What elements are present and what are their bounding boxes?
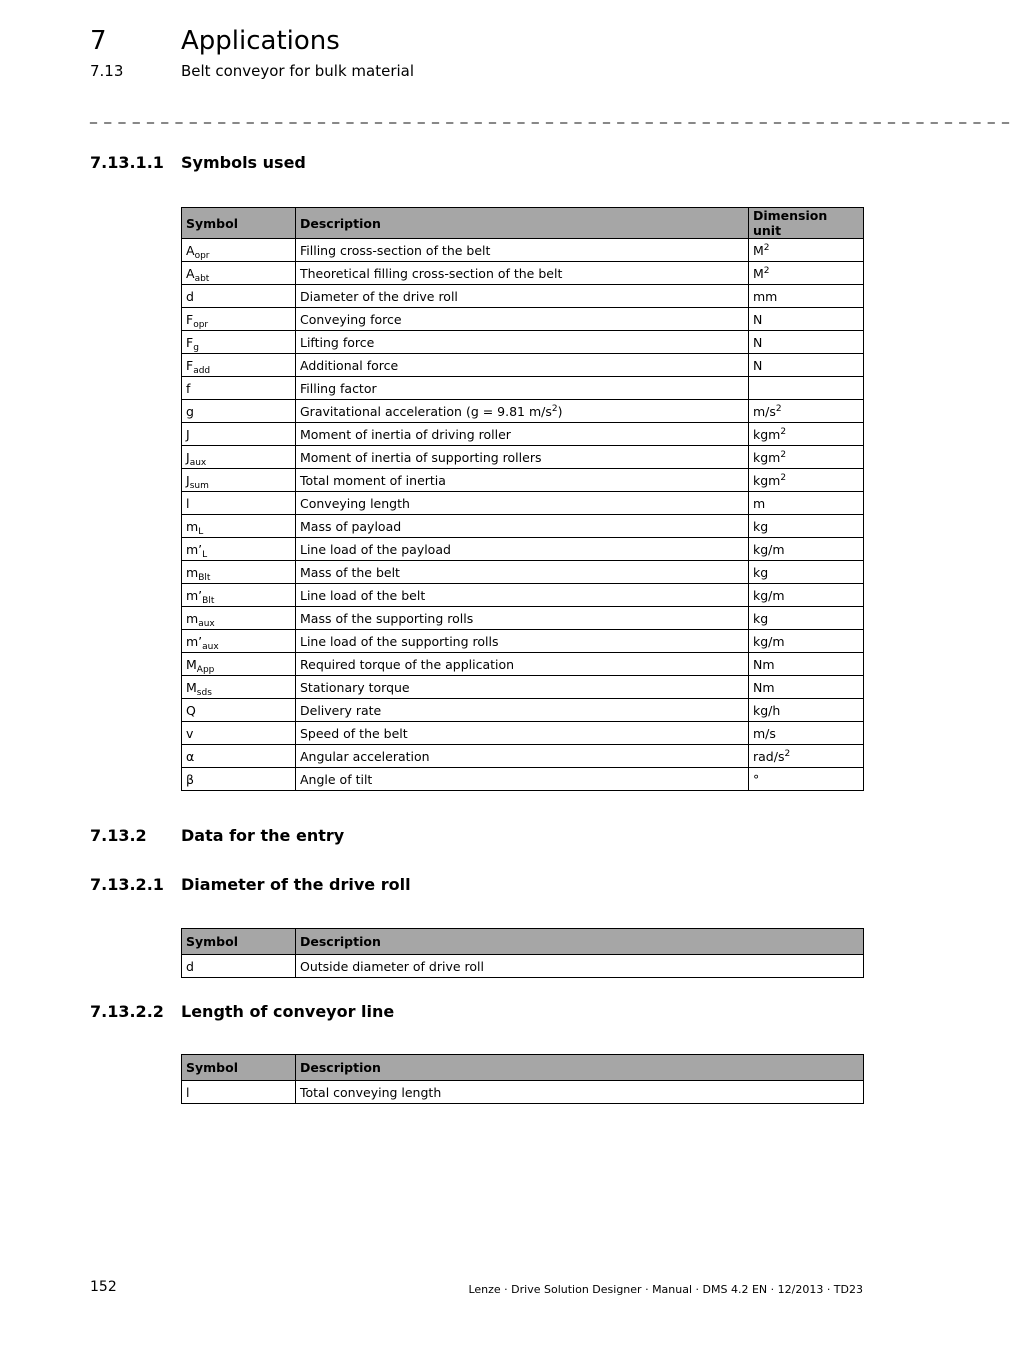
symbol-subscript: sds — [196, 687, 212, 698]
symbol-cell — [182, 262, 296, 285]
description-cell — [296, 745, 749, 768]
table-row — [182, 584, 864, 607]
description-cell — [296, 285, 749, 308]
table-row — [182, 515, 864, 538]
symbol-cell — [182, 561, 296, 584]
symbol-subscript: g — [193, 342, 199, 353]
description-cell: Total conveying length — [296, 1081, 864, 1104]
heading-symbols-used-number: 7.13.1.1 — [90, 153, 164, 172]
description-cell — [296, 469, 749, 492]
table-row — [182, 607, 864, 630]
description-text: Conveying length — [300, 495, 410, 511]
table-row — [182, 955, 864, 978]
symbol-text: β — [186, 771, 194, 787]
symbol-subscript: aux — [189, 457, 207, 468]
unit-text: kgm — [753, 472, 781, 488]
description-text: Mass of payload — [300, 518, 402, 534]
symbol-cell — [182, 492, 296, 515]
unit-cell — [749, 239, 864, 262]
unit-cell — [749, 423, 864, 446]
table-row — [182, 262, 864, 285]
symbol-text: Q — [186, 702, 196, 718]
description-text: Line load of the belt — [300, 587, 426, 603]
symbol-cell — [182, 400, 296, 423]
unit-text: kg/h — [753, 702, 781, 718]
unit-superscript: 2 — [784, 748, 791, 759]
symbol-subscript: App — [196, 664, 215, 675]
symbol-text: m — [186, 518, 199, 534]
symbol-text: M — [186, 679, 197, 695]
unit-text: M — [753, 265, 764, 281]
section-title: Belt conveyor for bulk material — [181, 62, 415, 80]
unit-cell — [749, 653, 864, 676]
symbol-cell — [182, 308, 296, 331]
table-row — [182, 492, 864, 515]
description-cell — [296, 630, 749, 653]
description-cell: Outside diameter of drive roll — [296, 955, 864, 978]
column-header-description: Description — [296, 208, 749, 239]
symbol-subscript: L — [202, 549, 208, 560]
unit-text: N — [753, 357, 763, 373]
unit-text: Nm — [753, 679, 775, 695]
unit-superscript: 2 — [775, 403, 782, 414]
symbol-cell — [182, 423, 296, 446]
unit-superscript: 2 — [763, 265, 770, 276]
footer-text: Lenze · Drive Solution Designer · Manual · DMS 4.2 EN · 12/2013 · TD23 — [468, 1283, 863, 1296]
description-cell — [296, 653, 749, 676]
unit-text: m — [753, 495, 766, 511]
heading-data-entry-number: 7.13.2 — [90, 826, 147, 845]
description-text: Diameter of the drive roll — [300, 288, 458, 304]
description-cell — [296, 446, 749, 469]
unit-cell — [749, 446, 864, 469]
unit-text: N — [753, 311, 763, 327]
table-row — [182, 1081, 864, 1104]
symbol-subscript: add — [193, 365, 211, 376]
header-separator: _ _ _ _ _ _ _ _ _ _ _ _ _ _ _ _ _ _ _ _ _ _ _ _ _ _ _ _ _ _ _ _ _ _ _ _ _ _ _ _ _ _ _ _ _ _ _ _ _ _ _ _ _ _ _ _ _ _ _ _ _ _ _ _ _ — [90, 108, 1010, 124]
symbol-text: F — [186, 357, 194, 373]
unit-text: rad/s — [753, 748, 785, 764]
table-row — [182, 722, 864, 745]
table-row — [182, 308, 864, 331]
symbol-text: f — [186, 380, 191, 396]
symbol-text: F — [186, 334, 194, 350]
description-text: Total moment of inertia — [300, 472, 446, 488]
symbol-cell — [182, 239, 296, 262]
description-cell — [296, 308, 749, 331]
description-cell — [296, 239, 749, 262]
symbol-cell — [182, 354, 296, 377]
description-cell — [296, 377, 749, 400]
table-row — [182, 630, 864, 653]
symbol-text: m — [186, 610, 199, 626]
symbol-cell — [182, 722, 296, 745]
symbol-subscript: Blt — [198, 572, 211, 583]
symbol-cell — [182, 607, 296, 630]
unit-text: M — [753, 242, 764, 258]
column-header-description: Description — [296, 929, 864, 955]
symbol-cell — [182, 653, 296, 676]
unit-text: kg — [753, 564, 769, 580]
symbol-subscript: abt — [194, 273, 210, 284]
unit-cell — [749, 584, 864, 607]
symbol-subscript: Blt — [202, 595, 215, 606]
heading-length-title: Length of conveyor line — [181, 1002, 395, 1021]
description-text: Mass of the supporting rolls — [300, 610, 474, 626]
table-row — [182, 699, 864, 722]
description-cell — [296, 584, 749, 607]
symbol-cell — [182, 745, 296, 768]
unit-cell — [749, 469, 864, 492]
description-text: Required torque of the application — [300, 656, 515, 672]
description-cell — [296, 676, 749, 699]
symbol-cell: d — [182, 955, 296, 978]
symbol-text: m’ — [186, 633, 203, 649]
unit-text: kg/m — [753, 633, 785, 649]
unit-superscript: 2 — [780, 449, 787, 460]
description-cell — [296, 722, 749, 745]
unit-text: mm — [753, 288, 778, 304]
diameter-table — [181, 928, 864, 978]
length-table — [181, 1054, 864, 1104]
table-row — [182, 653, 864, 676]
description-text: Moment of inertia of driving roller — [300, 426, 511, 442]
symbol-text: α — [186, 748, 195, 764]
symbol-cell: l — [182, 1081, 296, 1104]
unit-text: kg — [753, 518, 769, 534]
unit-cell — [749, 308, 864, 331]
table-row — [182, 285, 864, 308]
description-cell — [296, 561, 749, 584]
unit-text: ° — [753, 771, 760, 787]
chapter-title: Applications — [181, 26, 340, 56]
column-header-symbol: Symbol — [182, 208, 296, 239]
symbol-text: m’ — [186, 587, 203, 603]
description-cell — [296, 423, 749, 446]
unit-text: Nm — [753, 656, 775, 672]
symbol-text: v — [186, 725, 194, 741]
symbol-text: l — [186, 495, 190, 511]
unit-superscript: 2 — [763, 242, 770, 253]
unit-text: m/s — [753, 725, 776, 741]
symbol-text: m — [186, 564, 199, 580]
symbols-table — [181, 207, 864, 791]
heading-diameter-title: Diameter of the drive roll — [181, 875, 411, 894]
unit-cell — [749, 768, 864, 791]
description-cell — [296, 262, 749, 285]
column-header-description: Description — [296, 1055, 864, 1081]
symbol-text: J — [186, 472, 190, 488]
symbol-text: M — [186, 656, 197, 672]
symbol-text: A — [186, 265, 195, 281]
description-cell — [296, 699, 749, 722]
symbol-text: J — [186, 449, 190, 465]
description-text: Delivery rate — [300, 702, 382, 718]
table-row — [182, 768, 864, 791]
description-text: Filling factor — [300, 380, 377, 396]
symbol-subscript: opr — [194, 250, 210, 261]
symbol-cell — [182, 285, 296, 308]
unit-cell — [749, 492, 864, 515]
section-number: 7.13 — [90, 62, 124, 80]
table-row — [182, 676, 864, 699]
description-suffix: ) — [557, 403, 563, 419]
description-cell — [296, 607, 749, 630]
symbol-cell — [182, 469, 296, 492]
symbol-text: A — [186, 242, 195, 258]
page-number: 152 — [90, 1279, 117, 1295]
table-row — [182, 331, 864, 354]
table-row — [182, 377, 864, 400]
column-header-symbol: Symbol — [182, 1055, 296, 1081]
description-cell — [296, 331, 749, 354]
symbol-subscript: L — [198, 526, 204, 537]
unit-superscript: 2 — [780, 472, 787, 483]
unit-text: kg/m — [753, 541, 785, 557]
unit-text: m/s — [753, 403, 776, 419]
symbol-cell — [182, 446, 296, 469]
symbol-cell — [182, 768, 296, 791]
symbol-subscript: opr — [193, 319, 209, 330]
heading-length-number: 7.13.2.2 — [90, 1002, 164, 1021]
symbols-table-body — [182, 239, 864, 791]
description-text: Angle of tilt — [300, 771, 373, 787]
table-row — [182, 446, 864, 469]
unit-cell — [749, 722, 864, 745]
unit-cell — [749, 630, 864, 653]
description-text: Filling cross-section of the belt — [300, 242, 491, 258]
symbol-cell — [182, 377, 296, 400]
description-text: Lifting force — [300, 334, 375, 350]
unit-cell — [749, 538, 864, 561]
unit-cell — [749, 607, 864, 630]
description-superscript: 2 — [551, 403, 558, 414]
unit-text: kgm — [753, 426, 781, 442]
heading-diameter-number: 7.13.2.1 — [90, 875, 164, 894]
unit-cell — [749, 262, 864, 285]
description-cell — [296, 354, 749, 377]
heading-data-entry-title: Data for the entry — [181, 826, 345, 845]
symbol-subscript: sum — [189, 480, 209, 491]
symbol-text: m’ — [186, 541, 203, 557]
symbol-cell — [182, 331, 296, 354]
table-row — [182, 239, 864, 262]
symbol-cell — [182, 515, 296, 538]
unit-cell — [749, 515, 864, 538]
unit-cell — [749, 561, 864, 584]
table-row — [182, 469, 864, 492]
symbol-cell — [182, 699, 296, 722]
description-cell — [296, 492, 749, 515]
table-row — [182, 745, 864, 768]
table-row — [182, 423, 864, 446]
unit-cell — [749, 285, 864, 308]
unit-cell — [749, 400, 864, 423]
table-header-row — [182, 208, 864, 239]
table-row — [182, 561, 864, 584]
unit-cell — [749, 676, 864, 699]
table-header-row — [182, 929, 864, 955]
symbol-cell — [182, 584, 296, 607]
unit-cell — [749, 745, 864, 768]
table-row — [182, 538, 864, 561]
description-cell — [296, 538, 749, 561]
table-row — [182, 354, 864, 377]
symbol-cell — [182, 538, 296, 561]
unit-text: kgm — [753, 449, 781, 465]
unit-text: kg — [753, 610, 769, 626]
unit-text: kg/m — [753, 587, 785, 603]
description-text: Conveying force — [300, 311, 402, 327]
symbol-cell — [182, 630, 296, 653]
unit-cell — [749, 377, 864, 400]
description-text: Mass of the belt — [300, 564, 400, 580]
column-header-symbol: Symbol — [182, 929, 296, 955]
symbol-text: F — [186, 311, 194, 327]
heading-symbols-used-title: Symbols used — [181, 153, 306, 172]
symbol-text: J — [186, 426, 190, 442]
description-text: Angular acceleration — [300, 748, 430, 764]
symbol-text: g — [186, 403, 194, 419]
description-text: Stationary torque — [300, 679, 410, 695]
chapter-number: 7 — [90, 26, 107, 56]
table-header-row — [182, 1055, 864, 1081]
description-text: Gravitational acceleration (g = 9.81 m/s — [300, 403, 552, 419]
table-row — [182, 400, 864, 423]
description-text: Speed of the belt — [300, 725, 408, 741]
description-text: Theoretical filling cross-section of the belt — [300, 265, 563, 281]
unit-text: N — [753, 334, 763, 350]
symbol-subscript: aux — [202, 641, 219, 652]
description-text: Moment of inertia of supporting rollers — [300, 449, 542, 465]
description-text: Line load of the supporting rolls — [300, 633, 499, 649]
unit-superscript: 2 — [780, 426, 787, 437]
symbol-subscript: aux — [198, 618, 215, 629]
unit-cell — [749, 331, 864, 354]
description-text: Line load of the payload — [300, 541, 451, 557]
description-cell — [296, 768, 749, 791]
symbol-text: d — [186, 288, 194, 304]
column-header-unit: Dimension unit — [749, 208, 864, 239]
unit-cell — [749, 354, 864, 377]
description-cell — [296, 515, 749, 538]
symbol-cell — [182, 676, 296, 699]
unit-cell — [749, 699, 864, 722]
description-text: Additional force — [300, 357, 399, 373]
description-cell — [296, 400, 749, 423]
